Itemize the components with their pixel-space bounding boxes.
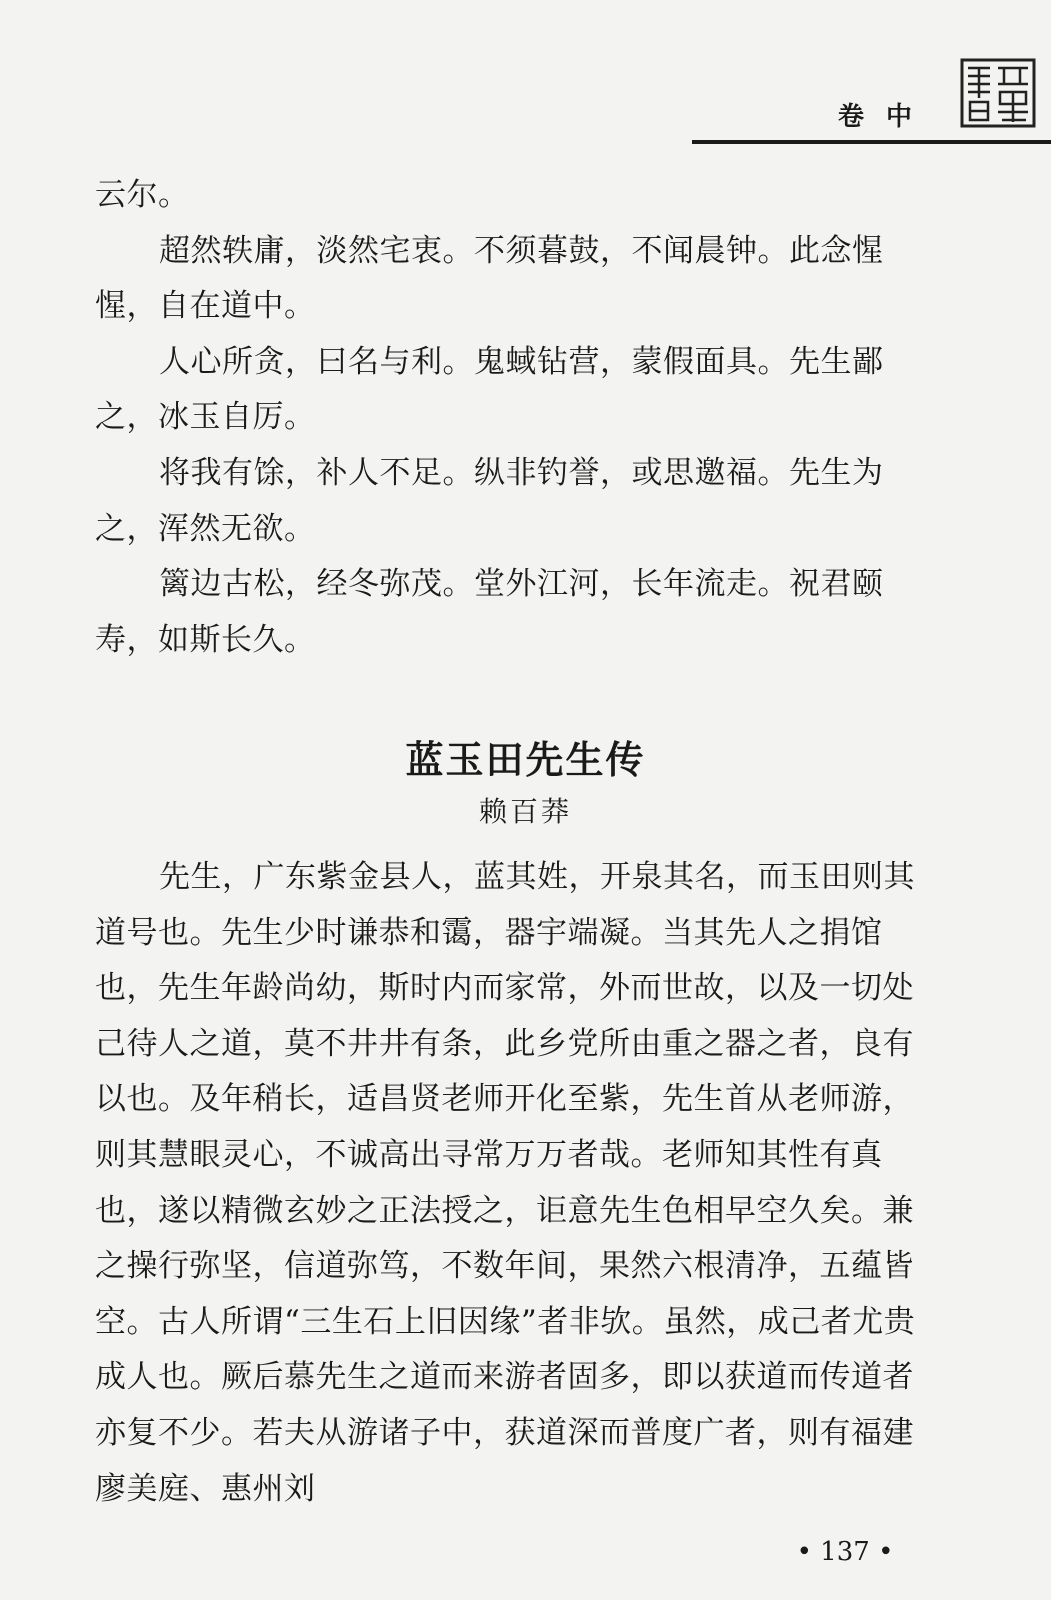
header-rule: [692, 140, 1051, 144]
paragraph: 人心所贪，曰名与利。鬼蜮钻营，蒙假面具。先生鄙之，冰玉自厉。: [95, 343, 884, 436]
seal-logo: [960, 58, 1036, 128]
paragraph: 将我有馀，补人不足。纵非钓誉，或思邀福。先生为之，浑然无欲。: [95, 454, 884, 547]
article-author: 赖百莽: [478, 795, 572, 828]
paragraph: 云尔。: [95, 177, 190, 213]
paragraph: 先生，广东紫金县人，蓝其姓，开泉其名，而玉田则其道号也。先生少时谦恭和霭，器宇端凝。当其先人之捐馆也，先生年龄尚幼，斯时内而家常，外而世故，以及一切处己待人之道，莫不井井有条，此乡党所由重之器之者，良有以也。及年稍长，适昌贤老师开化至紫，先生首从老师游，则其慧眼灵心，不诚高出寻常万万者哉。老师知其性有真也，遂以精微玄妙之正法授之，讵意先生色相早空久矣。兼之操行弥坚，信道弥笃，不数年间，果然六根清净，五蕴皆空。古人所谓“三生石上旧因缘”者非欤。虽然，成己者尤贵成人也。厥后慕先生之道而来游者固多，即以获道而传道者亦复不少。若夫从游诸子中，获道深而普度广者，则有福建廖美庭、惠州刘: [95, 859, 916, 1507]
paragraph: 篱边古松，经冬弥茂。堂外江河，长年流走。祝君颐寿，如斯长久。: [95, 566, 884, 658]
running-header: 卷中: [838, 102, 935, 132]
paragraph: 超然轶庸，淡然宅衷。不须暮鼓，不闻晨钟。此念惺惺，自在道中。: [95, 232, 884, 325]
page-header: [0, 0, 1051, 150]
section-2-text: [95, 850, 943, 1517]
article-title: 蓝玉田先生传: [405, 737, 646, 782]
page-number: • 137 •: [796, 1537, 894, 1567]
section-1-text: [95, 168, 943, 668]
